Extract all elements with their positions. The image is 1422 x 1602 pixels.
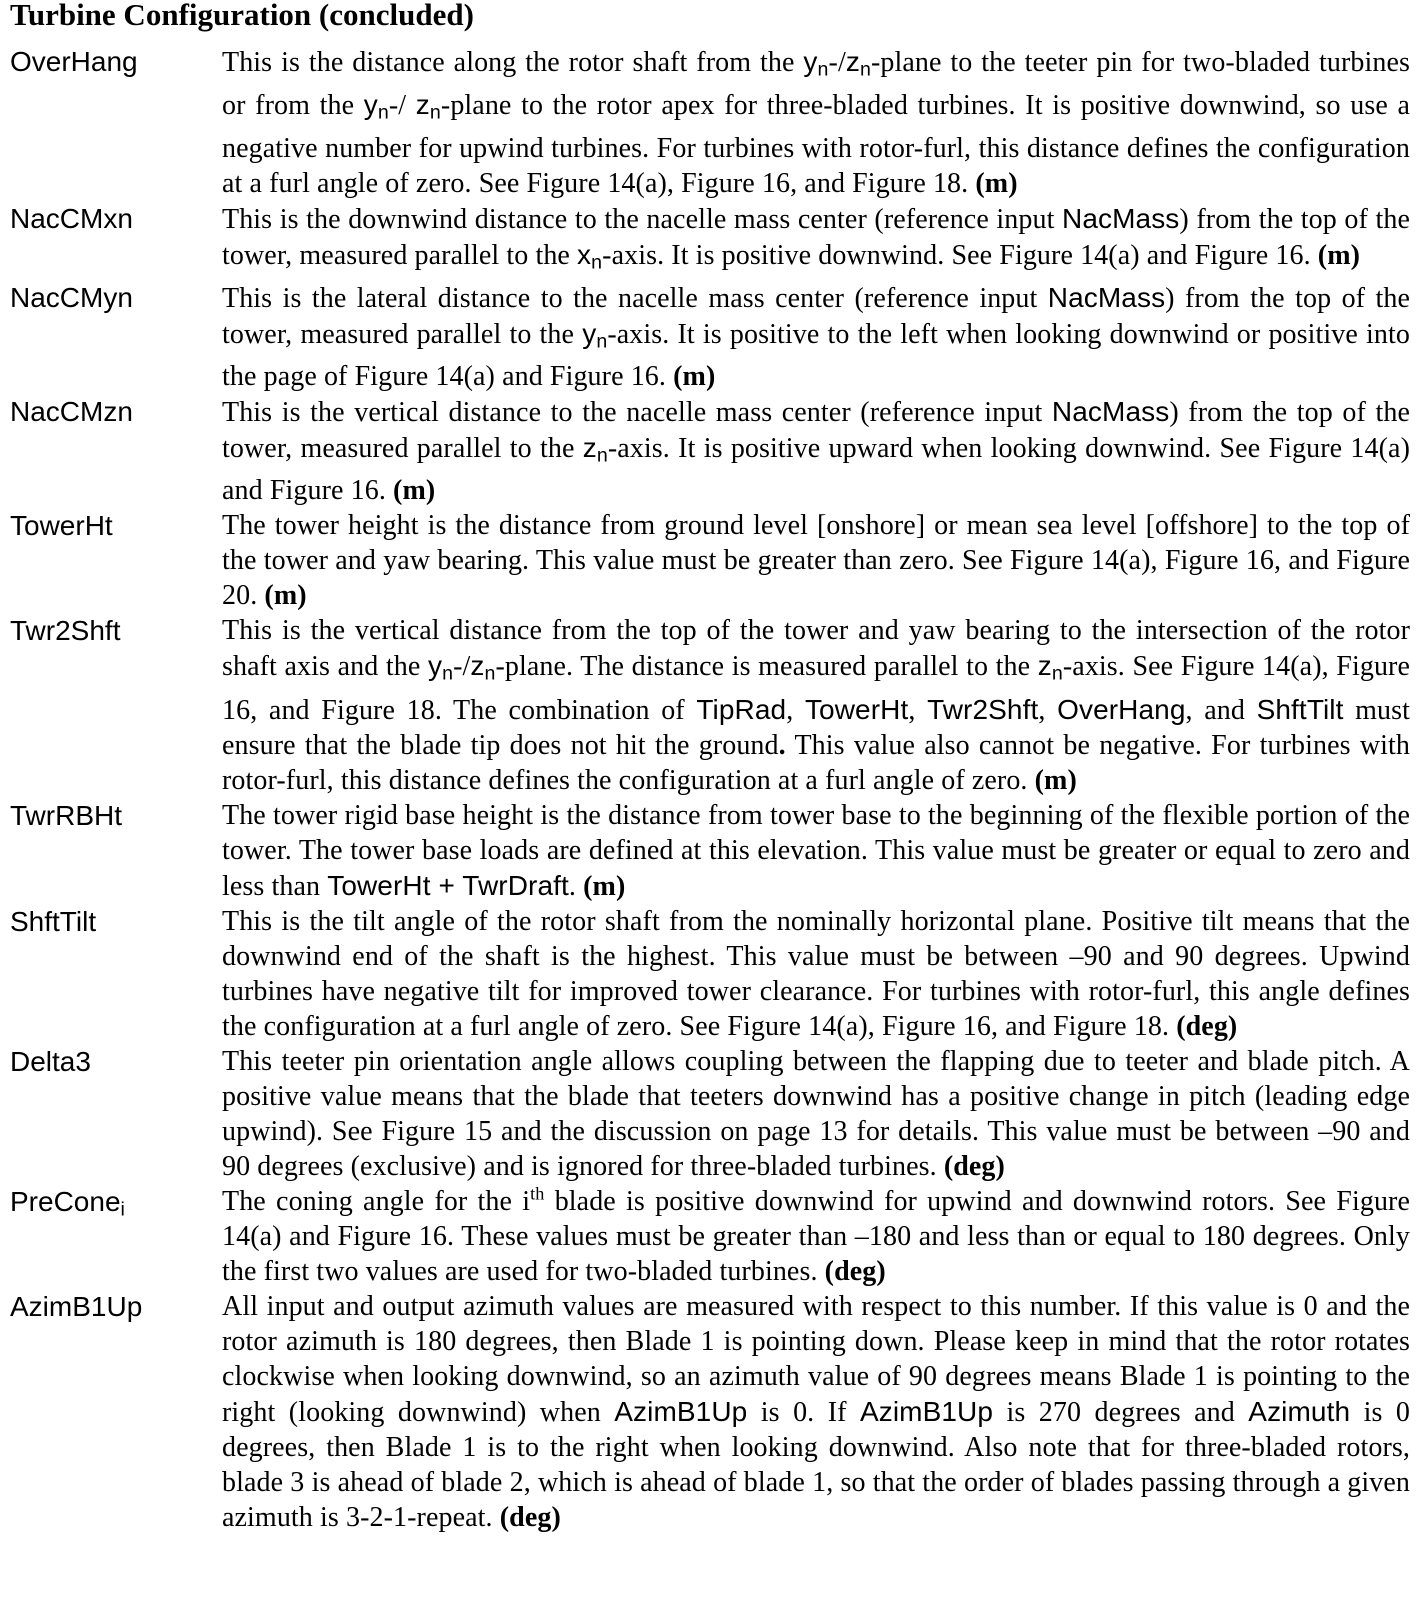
entry-precone [10, 1184, 1410, 1289]
term-naccmxn: NacCMxn [10, 202, 133, 234]
term-naccmzn: NacCMzn [10, 396, 133, 428]
desc-naccmyn: This is the lateral distance to the nacelle mass center (reference input NacMass) from the top of the tower, measured parallel to the yn-axis. It is positive to the left when looking downwind or positive into the page of Figure 14(a) and Figure 16. (m) [222, 281, 1411, 393]
entry-overhang [10, 44, 1410, 201]
entry-naccmyn [10, 280, 1410, 394]
desc-naccmzn: This is the vertical distance to the nacelle mass center (reference input NacMass) from the top of the tower, measured parallel to the zn-axis. It is positive upward when looking downwind. See Figure 14(a) and Figure 16. (m) [222, 396, 1410, 507]
term-azimb1up: AzimB1Up [10, 1290, 143, 1322]
term-overhang: OverHang [10, 46, 138, 77]
desc-shfttilt: This is the tilt angle of the rotor shaft from the nominally horizontal plane. Positive tilt means that the downwind end of the shaft is the highest. This value must be between –90 and 90 degrees. Upwind turbines have negative tilt for improved tower clearance. For turbines with rotor-furl, this angle defines the configuration at a furl angle of zero. See Figure 14(a), Figure 16, and Figure 18. (deg) [222, 905, 1410, 1042]
desc-delta3: This teeter pin orientation angle allows coupling between the flapping due to teeter and blade pitch. A positive value means that the blade that teeters downwind has a positive change in pitch (leading edge upwind). See Figure 15 and the discussion on page 13 for details. This value must be between –90 and 90 degrees (exclusive) and is ignored for three-bladed turbines. (deg) [222, 1045, 1410, 1182]
term-precone: PreConei [10, 1185, 125, 1221]
entry-shfttilt [10, 904, 1410, 1044]
desc-azimb1up: All input and output azimuth values are measured with respect to this number. If this value is 0 and the rotor azimuth is 180 degrees, then Blade 1 is pointing down. Please keep in mind that the rotor rotates clockwise when looking downwind, so an azimuth value of 90 degrees means Blade 1 is pointing to the right (looking downwind) when AzimB1Up is 0. If AzimB1Up is 270 degrees and Azimuth is 0 degrees, then Blade 1 is to the right when looking downwind. Also note that for three-bladed rotors, blade 3 is ahead of blade 2, which is ahead of blade 1, so that the order of blades passing through a given azimuth is 3-2-1-repeat. (deg) [222, 1290, 1410, 1533]
term-naccmyn: NacCMyn [10, 281, 133, 313]
entry-delta3 [10, 1044, 1410, 1184]
desc-twrrbht: The tower rigid base height is the distance from tower base to the beginning of the flexible portion of the tower. The tower base loads are defined at this elevation. This value must be greater or equal to zero and less than TowerHt + TwrDraft. (m) [222, 799, 1410, 902]
definition-list [10, 44, 1410, 1535]
desc-naccmxn: This is the downwind distance to the nacelle mass center (reference input NacMass) from the top of the tower, measured parallel to the xn-axis. It is positive downwind. See Figure 14(a) and Figure 16. (m) [222, 202, 1410, 273]
entry-twrrbht [10, 798, 1410, 904]
desc-twr2shft: This is the vertical distance from the top of the tower and yaw bearing to the intersection of the rotor shaft axis and the yn-/zn-plane. The distance is measured parallel to the zn-axis. See Figure 14(a), Figure 16, and Figure 18. The combination of TipRad, TowerHt, Twr2Shft, OverHang, and ShftTilt must ensure that the blade tip does not hit the ground. This value also cannot be negative. For turbines with rotor-furl, this distance defines the configuration at a furl angle of zero. (m) [222, 615, 1411, 796]
entry-naccmzn [10, 394, 1410, 508]
entry-twr2shft [10, 613, 1410, 797]
term-twr2shft: Twr2Shft [10, 615, 121, 647]
desc-overhang: This is the distance along the rotor shaft from the yn-/zn-plane to the teeter pin for two-bladed turbines or from the yn-/ zn-plane to the rotor apex for three-bladed turbines. It is positive downwind, so use a negative number for upwind turbines. For turbines with rotor-furl, this distance defines the configuration at a furl angle of zero. See Figure 14(a), Figure 16, and Figure 18. (m) [222, 46, 1411, 199]
desc-precone: The coning angle for the $i^{th}$ blade is positive downwind for upwind and downwind rotors. See Figure 14(a) and Figure 16. These values must be greater than –180 and less than or equal to 180 degrees. Only the first two values are used for two-bladed turbines. (deg) [222, 1183, 1410, 1287]
term-twrrbht: TwrRBHt [10, 799, 122, 831]
entry-naccmxn [10, 201, 1410, 280]
entry-towerht [10, 508, 1410, 613]
entry-azimb1up [10, 1289, 1410, 1535]
term-delta3: Delta3 [10, 1045, 91, 1077]
term-shfttilt: ShftTilt [10, 905, 97, 937]
page-title: Turbine Configuration (concluded) [10, 0, 474, 32]
term-towerht: TowerHt [10, 510, 113, 542]
desc-towerht: The tower height is the distance from ground level [onshore] or mean sea level [offshore] to the top of the tower and yaw bearing. This value must be greater than zero. See Figure 14(a), Figure 16, and Figure 20. (m) [222, 510, 1410, 612]
